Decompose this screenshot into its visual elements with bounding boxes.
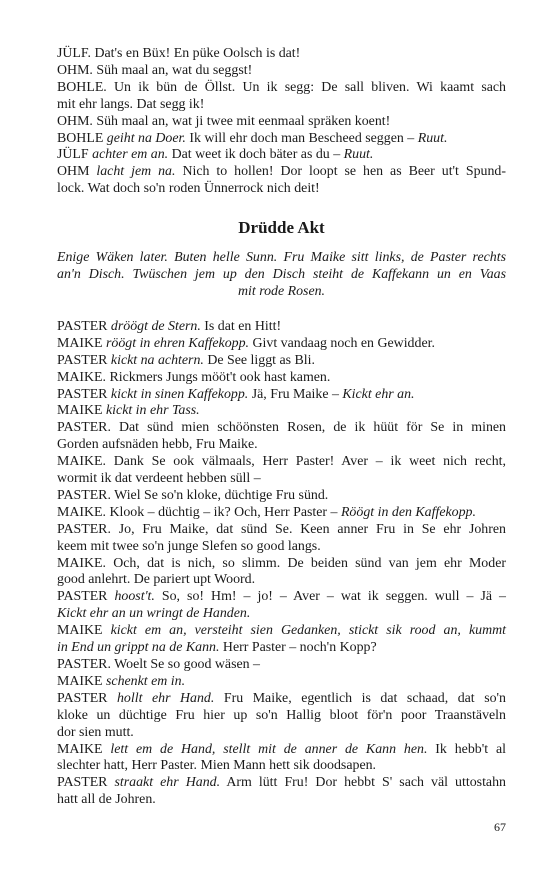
text-line — [57, 505, 506, 522]
text-line — [57, 403, 506, 420]
text-line: PASTER. Dat sünd mien schöönsten Rosen, de ik hüüt för Se in minen — [57, 420, 506, 436]
stage-action: hollt ehr Hand. — [116, 690, 215, 706]
text-line: dor sien mutt. — [57, 724, 134, 740]
line-segment: PASTER — [57, 775, 115, 791]
text-line: slechter hatt, Herr Paster. Mien Mann hett sik doodsapen. — [57, 758, 377, 774]
text-line — [57, 164, 506, 181]
stage-action: in End un grippt na de Kann. — [57, 640, 220, 656]
text-line — [57, 319, 506, 336]
line-segment: Fru Maike, egentlich is dat schaad, dat so'n — [214, 690, 506, 706]
line-segment: OHM — [57, 164, 97, 180]
text-line — [57, 623, 506, 640]
line-segment: MAIKE — [57, 741, 111, 757]
line-segment: PASTER — [57, 386, 111, 402]
text-line: Gorden aufsnäden hebb, Fru Maike. — [57, 437, 258, 453]
text-line: MAIKE. Och, dat is nich, so slimm. De beiden sünd van jem ehr Moder — [57, 555, 506, 571]
stage-direction-line: Enige Wäken later. Buten helle Sunn. Fru Maike sitt links, de Paster rechts — [57, 250, 506, 266]
text-line: PASTER. Wiel Se so'n kloke, düchtige Fru sünd. — [57, 487, 329, 503]
line-segment: PASTER — [57, 318, 111, 334]
text-line: good anlehrt. De pariert upt Woord. — [57, 572, 256, 588]
stage-action: achter em an. — [92, 147, 169, 163]
section-gap — [57, 301, 506, 319]
stage-action: Ruut. — [343, 147, 374, 163]
stage-action: Kickt ehr an. — [342, 386, 415, 402]
text-line: OHM. Süh maal an, wat ji twee mit eenmaal spräken koent! — [57, 113, 391, 129]
stage-action: lacht jem na. — [96, 164, 176, 180]
line-segment: Is dat en Hitt! — [200, 318, 282, 334]
line-segment: Nich to hollen! Dor loopt se hen as Beer ut't Spund- — [175, 164, 507, 180]
line-segment: So, so! Hm! – jo! – Aver – wat ik seggen. wull – Jä – — [154, 589, 506, 605]
stage-action: hoost't. — [114, 589, 155, 605]
text-line: hatt all de Johren. — [57, 792, 156, 808]
text-line: lock. Wat doch so'n roden Ünnerrock nich deit! — [57, 181, 320, 197]
stage-action: dröögt de Stern. — [110, 318, 201, 334]
line-segment: Arm lütt Fru! Dor hebbt S' sach väl uttostahn — [220, 775, 506, 791]
text-line: PASTER. Woelt Se so good wäsen – — [57, 657, 261, 672]
text-line — [57, 691, 506, 708]
line-segment: Jä, Fru Maike – — [248, 386, 343, 402]
text-line: JÜLF. Dat's en Büx! En püke Oolsch is dat! — [57, 46, 301, 61]
text-line — [57, 147, 506, 164]
line-segment: De See liggt as Bli. — [203, 352, 316, 368]
line-segment: MAIKE — [57, 403, 106, 419]
text-line: keem mit twee so'n junge Slefen so good langs. — [57, 538, 321, 554]
text-line — [57, 387, 506, 404]
stage-action: kickt em an, versteiht sien Gedanken, stickt sik rood an, kummt — [110, 623, 507, 639]
line-segment: MAIKE — [57, 623, 111, 639]
stage-action: geiht na Doer. — [106, 130, 186, 146]
stage-action: lett em de Hand, stellt mit de anner de Kann hen. — [110, 741, 428, 757]
stage-action: Kickt ehr an un wringt de Handen. — [57, 606, 251, 622]
stage-action: kickt in ehr Tass. — [106, 403, 200, 419]
stage-direction — [57, 250, 506, 301]
text-line: PASTER. Jo, Fru Maike, dat sünd Se. Keen anner Fru in Se ehr Johren — [57, 521, 506, 537]
line-segment: PASTER — [57, 690, 117, 706]
line-segment: Herr Paster – noch'n Kopp? — [219, 640, 377, 656]
stage-direction-line: an'n Disch. Twüschen jem up den Disch steiht de Kaffekann un en Vaas — [57, 267, 506, 283]
stage-action: schenkt em in. — [106, 673, 186, 689]
text-line: wormit ik dat verdeent hebben süll – — [57, 471, 261, 487]
stage-action: kickt in sinen Kaffekopp. — [110, 386, 249, 402]
line-segment: Dat weet ik doch bäter as du – — [168, 147, 344, 163]
text-line — [57, 742, 506, 759]
line-segment: Givt vandaag noch en Gewidder. — [249, 335, 435, 351]
stage-action: Röögt in den Kaffekopp. — [340, 504, 476, 520]
line-segment: MAIKE. Klook – düchtig – ik? Och, Herr Paster – — [57, 504, 341, 520]
act-dialogue — [57, 319, 506, 809]
text-line — [57, 589, 506, 606]
scene-end-dialogue — [57, 46, 506, 198]
line-segment: Ik will ehr doch man Bescheed seggen – — [185, 130, 418, 146]
text-line: MAIKE. Dank Se ook välmaals, Herr Paster! Aver – ik weet nich recht, — [57, 454, 506, 470]
stage-action: röögt in ehren Kaffekopp. — [106, 335, 250, 351]
line-segment: JÜLF — [57, 147, 93, 163]
text-line — [57, 336, 506, 353]
text-line — [57, 131, 506, 148]
line-segment: MAIKE — [57, 673, 106, 689]
stage-action: kickt na achtern. — [110, 352, 204, 368]
text-line — [57, 606, 506, 623]
line-segment: PASTER — [57, 589, 115, 605]
text-line: kloke un düchtige Fru hier up so'n Hallig bloot för'n poor Traanstäveln — [57, 707, 506, 723]
text-line — [57, 353, 506, 370]
text-line — [57, 640, 506, 657]
line-segment: BOHLE — [57, 130, 107, 146]
line-segment: PASTER — [57, 352, 111, 368]
stage-direction-line: mit rode Rosen. — [237, 283, 326, 299]
act-heading: Drüdde Akt — [238, 218, 325, 238]
text-line: mit ehr langs. Dat segg ik! — [57, 96, 205, 112]
text-line: MAIKE. Rickmers Jungs mööt't ook hast kamen. — [57, 369, 331, 385]
text-line: BOHLE. Un ik bün de Öllst. Un ik segg: De sall bliven. Wi kaamt sach — [57, 79, 506, 95]
play-text — [57, 46, 506, 809]
stage-action: Ruut. — [417, 130, 448, 146]
line-segment: Ik hebb't al — [427, 741, 506, 757]
text-line — [57, 674, 506, 691]
text-line — [57, 775, 506, 792]
text-line: OHM. Süh maal an, wat du seggst! — [57, 62, 253, 78]
stage-action: straakt ehr Hand. — [114, 775, 221, 791]
line-segment: MAIKE — [57, 335, 106, 351]
page-number: 67 — [494, 820, 506, 834]
